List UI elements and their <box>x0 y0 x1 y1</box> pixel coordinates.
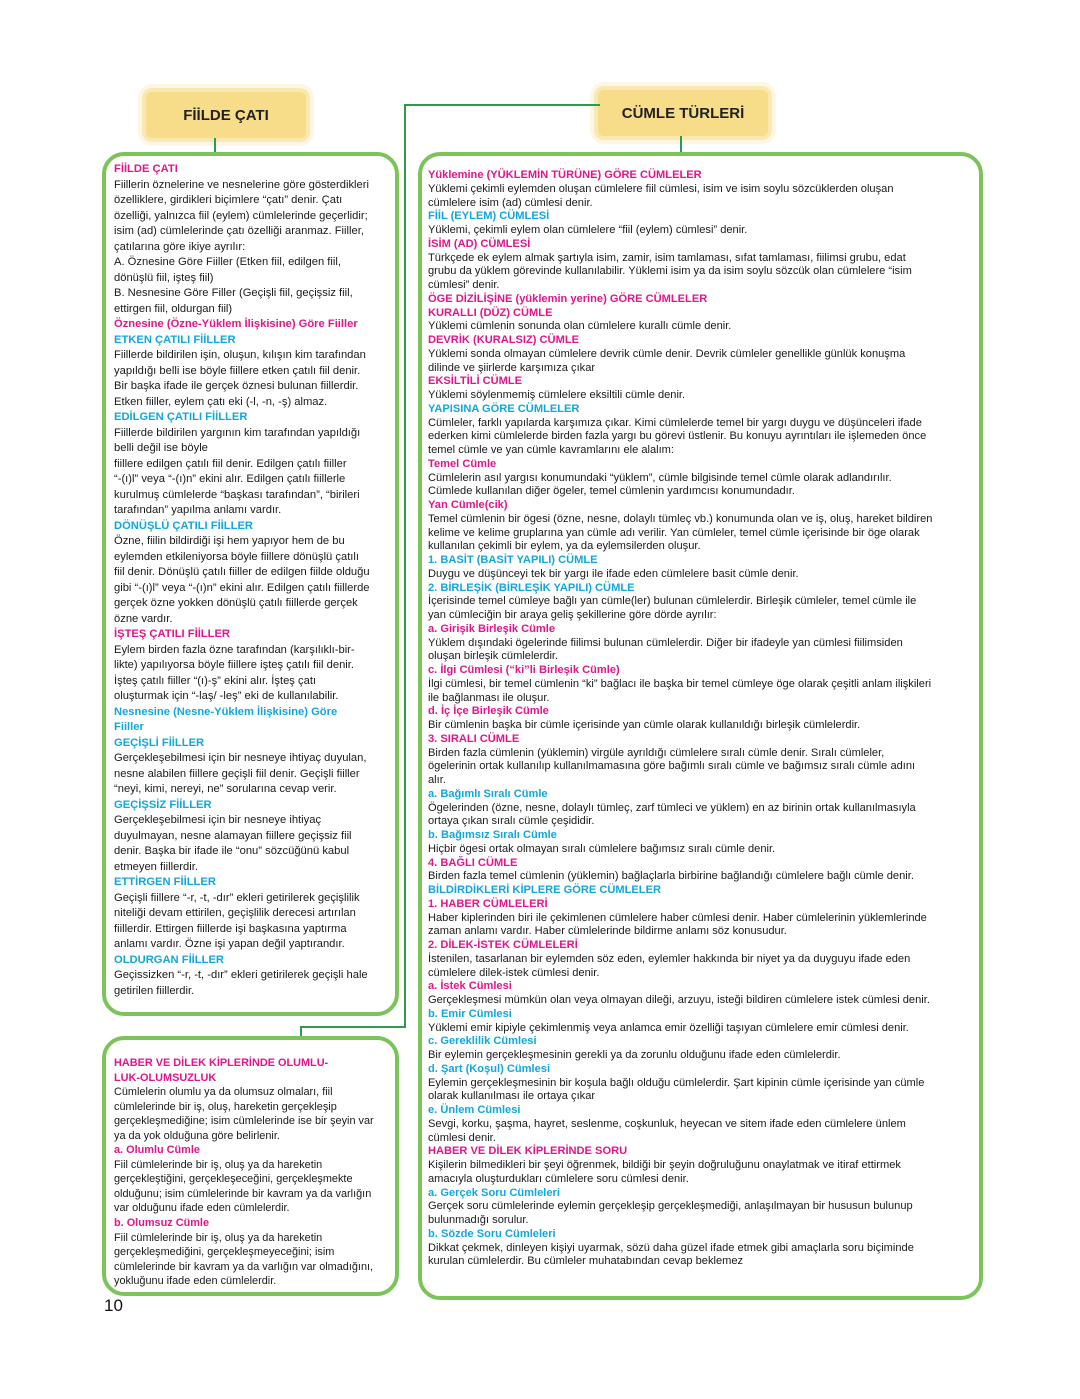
section-heading: OLDURGAN FİİLLER <box>114 953 225 966</box>
text-line: Eylem birden fazla özne tarafından (karşılıklı-bir- <box>114 643 355 656</box>
fiilde-cati-box <box>102 152 399 1016</box>
section-heading: YAPISINA GÖRE CÜMLELER <box>428 402 580 415</box>
text-line: Dikkat çekmek, dinleyen kişiyi uyarmak, sözü daha güzel ifade etmek gibi amaçlarla soru biçiminde <box>428 1241 914 1254</box>
text-line: Gerçekleşebilmesi için bir nesneye ihtiyaç <box>114 814 322 826</box>
text-line: cümlelerinde bir kavram ya da varlığın var olmadığını, <box>114 1260 374 1273</box>
text-line: gerçekleşmediğini, gerçekleşmeyeceğini; isim <box>114 1246 335 1259</box>
connector-left-vertical <box>214 138 216 152</box>
section-heading: 4. BAĞLI CÜMLE <box>428 856 518 869</box>
banner-title: FİİLDE ÇATI <box>183 106 269 124</box>
text-line: ya da yok olduğuna göre belirlenir. <box>114 1129 280 1142</box>
text-line: cümlelere dilek-istek cümlesi denir. <box>428 966 600 979</box>
text-line: Cümlelerin asıl yargısı konumundaki “yüklem”, cümle bilgisinde temel cümle olarak adlandırılır. <box>428 471 892 484</box>
olumluluk-olumsuzluk-content <box>106 1040 395 1292</box>
text-line: eylemden etkileniyorsa böyle fiillere dönüşlü çatılı <box>114 550 360 563</box>
text-line: yokluğunu ifade eden cümlelerdir. <box>114 1275 277 1288</box>
text-line: Fiillerin öznelerine ve nesnelerine göre gösterdikleri <box>114 178 369 191</box>
text-line: Geçissizken “-r, -t, -dır” ekleri getirilerek geçişli hale <box>114 969 368 981</box>
text-line: duyulmayan, nesne alamayan fiillere geçişsiz fiil <box>114 829 352 842</box>
page-number: 10 <box>104 1296 123 1315</box>
text-line: var olduğunu ifade eden cümlelerdir. <box>114 1202 290 1215</box>
banner-title: CÜMLE TÜRLERİ <box>621 104 745 122</box>
text-line: gerçekleştiğini, gerçekleşeceğini, gerçekleşmekte <box>114 1173 353 1186</box>
section-heading: Fiiller <box>114 721 144 733</box>
section-heading: 3. SIRALI CÜMLE <box>428 732 520 745</box>
section-heading: Öznesine (Özne-Yüklem İlişkisine) Göre Fiiller <box>114 318 358 330</box>
section-heading: 1. HABER CÜMLELERİ <box>428 897 548 910</box>
text-line: “neyi, kimi, nereyi, ne” sorularına cevap verir. <box>114 783 337 795</box>
text-line: gibi “-(ı)l” veya “-(ı)n” ekini alır. Edilgen çatılı fiillerde <box>114 581 370 594</box>
connector-right-vertical <box>404 104 406 1028</box>
text-line: Fiil cümlelerinde bir iş, oluş ya da hareketin <box>114 1158 323 1171</box>
section-heading: e. Ünlem Cümlesi <box>428 1104 521 1116</box>
section-heading: EKSİLTİLİ CÜMLE <box>428 375 523 388</box>
banner-cumle-turleri <box>598 90 768 136</box>
text-line: Yüklemi emir kipiyle çekimlenmiş veya anlamca emir özelliği taşıyan cümlelere emir cümlesi denir. <box>428 1021 909 1034</box>
section-heading: b. Emir Cümlesi <box>428 1007 512 1020</box>
text-line: Bir başka ifade ile gerçek öznesi bulunan fiillerdir. <box>114 380 359 392</box>
text-line: kurulan cümlelerdir. Bu cümleler muhatabından cevap beklemez <box>428 1255 744 1268</box>
text-line: likte) yapılıyorsa böyle fiillere işteş çatılı fiil denir. <box>114 659 355 671</box>
text-line: bulunmadığı sorulur. <box>428 1214 529 1226</box>
text-line: Etken fiiller, eylem çatı eki (-l, -n, -ş) almaz. <box>114 395 328 408</box>
text-line: etmeyen fiillerdir. <box>114 860 198 873</box>
text-line: Eylemin gerçekleşmesinin bir koşula bağlı olduğu cümlelerdir. Şart kipinin cümle içerisinde yan cümle <box>428 1076 925 1089</box>
text-line: Cümleler, farklı yapılarda karşımıza çıkar. Kimi cümlelerde temel bir yargı duygu ve düşünceleri ifade <box>428 416 922 429</box>
section-heading: b. Bağımsız Sıralı Cümle <box>428 829 557 841</box>
text-line: kurulmuş cümlelerde “başkası tarafından”, “birileri <box>114 488 360 501</box>
text-line: “-(ı)l” veya “-(ı)n” ekini alır. Edilgen çatılı fiillerle <box>114 473 346 485</box>
text-line: Temel cümlenin bir ögesi (özne, nesne, dolaylı tümleç vb.) konumunda olan ve iş, oluş, hareket bildiren <box>428 512 933 525</box>
section-heading: İSİM (AD) CÜMLESİ <box>428 237 531 250</box>
section-heading: İŞTEŞ ÇATILI FİİLLER <box>114 628 231 640</box>
section-heading: a. Bağımlı Sıralı Cümle <box>428 787 548 800</box>
text-line: özne vardır. <box>114 612 173 625</box>
text-line: Kişilerin bilmedikleri bir şeyi öğrenmek, bildiği bir şeyin doğruluğunu onaylatmak ve itiraf ettirmek <box>428 1159 901 1171</box>
section-heading: LUK-OLUMSUZLUK <box>114 1071 217 1084</box>
text-line: Yüklemi cümlenin sonunda olan cümlelere kurallı cümle denir. <box>428 320 732 333</box>
text-line: cümlesi” denir. <box>428 279 500 291</box>
text-line: Cümlede kullanılan diğer ögeler, temel cümlenin yardımcısı konumundadır. <box>428 485 795 498</box>
text-line: oluşturmak için “-laş/ -leş” eki de kullanılabilir. <box>114 690 339 702</box>
text-line: Birden fazla temel cümlenin (yüklemin) bağlaçlarla birbirine bağlandığı cümlelere bağlı cümle denir. <box>428 870 914 883</box>
text-line: Hiçbir ögesi ortak olmayan sıralı cümlelere bağımsız sıralı cümle denir. <box>428 842 776 855</box>
text-line: Birden fazla cümlenin (yüklemin) virgüle ayrıldığı cümlelere sıralı cümle denir. Sıralı cümleler, <box>428 746 885 759</box>
text-line: İşteş çatılı fiiller “(ı)-ş” ekini alır. İşteş çatı <box>114 674 317 687</box>
section-heading: FİİLDE ÇATI <box>114 163 178 175</box>
section-heading: BİLDİRDİKLERİ KİPLERE GÖRE CÜMLELER <box>428 884 661 896</box>
text-line: Gerçekleşebilmesi için bir nesneye ihtiyaç duyulan, <box>114 752 367 764</box>
text-line: denir. Başka bir ifade ile “onu” sözcüğünü kabul <box>114 845 350 857</box>
section-heading: 1. BASİT (BASİT YAPILI) CÜMLE <box>428 554 598 566</box>
text-line: Fiillerde bildirilen işin, oluşun, kılışın kim tarafından <box>114 349 366 361</box>
section-heading: a. Gerçek Soru Cümleleri <box>428 1186 560 1199</box>
text-line: çatılarına göre ikiye ayrılır: <box>114 240 246 253</box>
section-heading: GEÇİŞSİZ FİİLLER <box>114 798 212 811</box>
section-heading: a. Girişik Birleşik Cümle <box>428 622 556 635</box>
text-line: gerçekleşmediğine; isim cümlelerinde ise bir şeyin var <box>114 1115 374 1128</box>
section-heading: c. Gereklilik Cümlesi <box>428 1035 537 1048</box>
section-heading: d. Şart (Koşul) Cümlesi <box>428 1062 551 1075</box>
text-line: Geçişli fiillere “-r, -t, -dır” ekleri getirilerek geçişlilik <box>114 891 360 904</box>
section-heading: EDİLGEN ÇATILI FİİLLER <box>114 411 248 423</box>
text-line: Bir eylemin gerçekleşmesinin gerekli ya da zorunlu olduğunu ifade eden cümlelerdir. <box>428 1049 841 1061</box>
text-line: nesne alabilen fiillere geçişli fiil denir. Geçişli fiiller <box>114 767 360 780</box>
text-line: zaman anlamı vardır. Haber cümlelerinde bildirme anlamı söz konusudur. <box>428 925 787 938</box>
text-line: fiillerdir. Ettirgen fiillerde işi başkasına yaptırma <box>114 922 347 935</box>
text-line: ettirgen fiil, oldurgan fiil) <box>114 302 233 315</box>
text-line: kelime ve kelime gruplarına yan cümle adı verilir. Yan cümleler, temel cümle içerisinde bir öge olarak <box>428 526 920 539</box>
section-heading: DEVRİK (KURALSIZ) CÜMLE <box>428 334 579 346</box>
cumle-turleri-box <box>418 152 983 1300</box>
section-heading: DÖNÜŞLÜ ÇATILI FİİLLER <box>114 519 254 532</box>
section-heading: ÖGE DİZİLİŞİNE (yüklemin yerine) GÖRE CÜMLELER <box>428 292 708 305</box>
text-line: Sevgi, korku, şaşma, hayret, seslenme, coşkunluk, heyecan ve sitem ifade eden cümlelere ünlem <box>428 1117 906 1130</box>
text-line: anlamı vardır. Özne işi yapan değil yaptırandır. <box>114 938 345 950</box>
text-line: A. Öznesine Göre Fiiller (Etken fiil, edilgen fiil, <box>114 256 341 268</box>
connector-right-horizontal <box>404 104 600 106</box>
text-line: niteliği devam ettirilen, geçişlilik derecesi artırılan <box>114 907 356 919</box>
text-line: Yüklemi söylenmemiş cümlelere eksiltili cümle denir. <box>428 389 686 401</box>
text-line: İstenilen, tasarlanan bir eylemden söz eden, eylemler hakkında bir niyet ya da duyguyu ifade eden <box>428 952 911 965</box>
text-line: Gerçek soru cümlelerinde eylemin gerçekleşip gerçekleşmediği, anlaşılmayan bir hususun bulunup <box>428 1200 913 1213</box>
section-heading: KURALLI (DÜZ) CÜMLE <box>428 306 553 319</box>
text-line: dönüşlü fiil, işteş fiil) <box>114 271 214 284</box>
section-heading: ETKEN ÇATILI FİİLLER <box>114 333 236 346</box>
text-line: oluşan birleşik cümlelerdir. <box>428 650 559 663</box>
text-line: Bir cümlenin başka bir cümle içerisinde yan cümle olarak kullanıldığı birleşik cümlelerdir. <box>428 719 861 731</box>
text-line: ortaya çıkan sıralı cümle çeşididir. <box>428 815 595 828</box>
text-line: kullanılan çekimli bir eylem, ya da eylemsilerden oluşur. <box>428 540 701 553</box>
text-line: olarak kullanılması ile ortaya çıkar <box>428 1090 596 1103</box>
text-line: yapıldığı belli ise böyle fiillere etken çatılı fiil denir. <box>114 364 361 377</box>
text-line: ögelerinin ortak kullanılıp kullanılmamasına göre bağımlı sıralı cümle ve bağımsız sıralı cümle adını <box>428 760 916 773</box>
section-heading: HABER VE DİLEK KİPLERİNDE SORU <box>428 1145 628 1158</box>
text-line: isim (ad) cümlelerinde çatı özelliği aranmaz. Fiiller, <box>114 225 364 237</box>
text-line: Fiil cümlelerinde bir iş, oluş ya da hareketin <box>114 1231 323 1244</box>
text-line: cümlelerinde bir iş, oluş, hareketin gerçekleşip <box>114 1100 337 1113</box>
text-line: Özne, fiilin bildirdiği işi hem yapıyor hem de bu <box>114 535 345 547</box>
fiilde-cati-content <box>106 156 395 1012</box>
text-line: Türkçede ek eylem almak şartıyla isim, zamir, isim tamlaması, sıfat tamlaması, fiilimsi grubu, edat <box>428 251 906 264</box>
text-line: gerçek özne yokken dönüşlü çatılı fiillerde gerçek <box>114 597 358 609</box>
text-line: ederken kimi cümlelerde birden fazla yargı bu görevi üstlenir. Bu konuyu ayrıntıları ile işlemeden önce <box>428 430 927 443</box>
text-line: Yüklem dışındaki ögelerinde fiilimsi bulunan cümlelerdir. Diğer bir ifadeyle yan cümlesi fiilimsiden <box>428 636 903 649</box>
cumle-turleri-content <box>422 156 979 1296</box>
text-line: fiillere edilgen çatılı fiil denir. Edilgen çatılı fiiller <box>114 457 347 470</box>
text-line: yan cümleciğin bir araya geliş şekillerine göre dörde ayrılır: <box>428 609 717 621</box>
text-line: amacıyla oluşturdukları cümlelere soru cümlesi denir. <box>428 1172 689 1185</box>
section-heading: b. Olumsuz Cümle <box>114 1217 210 1230</box>
section-heading: Temel Cümle <box>428 457 497 470</box>
text-line: özelliği, yalnızca fiil (eylem) cümlelerinde geçerlidir; <box>114 209 368 222</box>
section-heading: c. İlgi Cümlesi (“ki”li Birleşik Cümle) <box>428 664 620 676</box>
section-heading: GEÇİŞLİ FİİLLER <box>114 736 205 749</box>
text-line: Yüklemi sonda olmayan cümlelere devrik cümle denir. Devrik cümleler genellikle günlük konuşma <box>428 347 906 360</box>
text-line: alır. <box>428 774 446 786</box>
section-heading: b. Sözde Soru Cümleleri <box>428 1227 556 1240</box>
text-line: getirilen fiillerdir. <box>114 984 195 997</box>
text-line: İçerisinde temel cümleye bağlı yan cümle(ler) bulunan cümlelerdir. Birleşik cümleler, temel cümle ile <box>428 595 917 608</box>
text-line: Gerçekleşmesi mümkün olan veya olmayan dileği, arzuyu, isteği bildiren cümlelere istek cümlesi denir. <box>428 994 930 1006</box>
section-heading: FİİL (EYLEM) CÜMLESİ <box>428 210 550 223</box>
text-line: Yüklemi, çekimli eylem olan cümlelere “fiil (eylem) cümlesi” denir. <box>428 224 748 236</box>
text-line: temel cümle ve yan cümle kavramlarını ele alalım: <box>428 444 675 456</box>
text-line: Haber kiplerinden biri ile çekimlenen cümlelere haber cümlesi denir. Haber cümlelerinin yüklemlerinde <box>428 911 927 924</box>
section-heading: a. Olumlu Cümle <box>114 1144 200 1157</box>
text-line: Ögelerinden (özne, nesne, dolaylı tümleç, zarf tümleci ve yüklem) en az birinin ortak kullanılmasıyla <box>428 801 916 814</box>
section-heading: ETTİRGEN FİİLLER <box>114 876 216 888</box>
text-line: ile bağlanması ile oluşur. <box>428 691 550 704</box>
section-heading: Yüklemine (YÜKLEMİN TÜRÜNE) GÖRE CÜMLELER <box>428 169 702 181</box>
section-heading: HABER VE DİLEK KİPLERİNDE OLUMLU- <box>114 1057 329 1069</box>
text-line: Fiillerde bildirilen yargının kim tarafından yapıldığı <box>114 426 361 439</box>
text-line: fiil denir. Dönüşlü çatılı fiiller de edilgen fiilde olduğu <box>114 566 370 578</box>
text-line: Yüklemi çekimli eylemden oluşan cümlelere fiil cümlesi, isim ve isim soylu sözcüklerden oluşan <box>428 182 894 195</box>
text-line: cümlelere isim (ad) cümlesi denir. <box>428 196 593 209</box>
text-line: grubu da yüklem görevinde kullanılabilir. Yüklemi isim ya da isim soylu sözcük olan cümlelere “isim <box>428 265 912 278</box>
section-heading: d. İç İçe Birleşik Cümle <box>428 705 549 718</box>
text-line: İlgi cümlesi, bir temel cümlenin “ki” bağlacı ile başka bir temel cümleye öge olarak çeşitli anlam ilişkileri <box>428 677 932 690</box>
banner-fiilde-cati <box>146 92 306 138</box>
section-heading: a. İstek Cümlesi <box>428 980 512 993</box>
text-line: B. Nesnesine Göre Filler (Geçişli fiil, geçişsiz fiil, <box>114 287 353 299</box>
text-line: tarafından” yapılma anlamı vardır. <box>114 504 282 516</box>
text-line: olduğunu; isim cümlelerinde bir kavram ya da varlığın <box>114 1187 372 1200</box>
section-heading: 2. DİLEK-İSTEK CÜMLELERİ <box>428 939 578 951</box>
section-heading: 2. BİRLEŞİK (BİRLEŞİK YAPILI) CÜMLE <box>428 581 635 594</box>
text-line: Duygu ve düşünceyi tek bir yargı ile ifade eden cümlelere basit cümle denir. <box>428 567 799 580</box>
connector-bottom-horizontal <box>300 1026 406 1028</box>
text-line: dilinde ve şiirlerde karşımıza çıkar <box>428 361 596 374</box>
text-line: özelliklere, girdikleri biçimlere “çatı” denir. Çatı <box>114 194 343 206</box>
text-line: cümlesi denir. <box>428 1131 496 1144</box>
text-line: belli değil ise böyle <box>114 442 208 454</box>
section-heading: Nesnesine (Nesne-Yüklem İlişkisine) Göre <box>114 705 338 718</box>
olumluluk-olumsuzluk-box <box>102 1036 399 1296</box>
text-line: Cümlelerin olumlu ya da olumsuz olmaları, fiil <box>114 1086 333 1099</box>
section-heading: Yan Cümle(cik) <box>428 499 508 511</box>
